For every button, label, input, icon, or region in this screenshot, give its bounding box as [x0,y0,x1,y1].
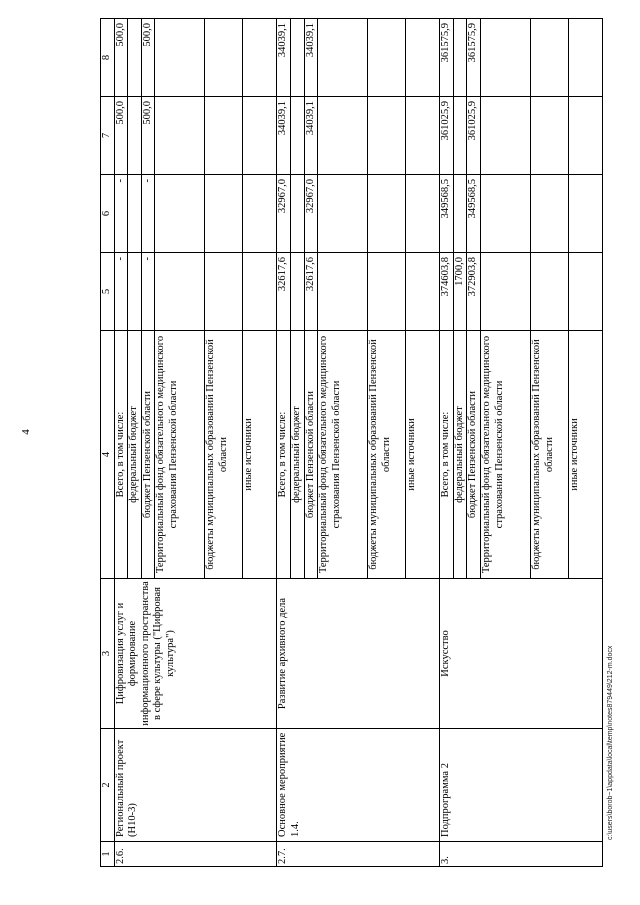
amount-cell [205,19,243,97]
amount-cell [453,19,467,97]
page-number: 4 [20,429,32,435]
amount-cell [290,19,304,97]
row-description-cell: Развитие архивного дела [277,579,440,729]
amount-cell: - [141,253,155,331]
funding-source-cell: Территориальный фонд обязательного медицинского страхования Пензенской области [318,331,368,579]
header-cell: 5 [101,253,115,331]
row-number-cell: 2.7. [277,842,440,867]
header-row [101,19,115,867]
amount-cell [480,97,530,175]
amount-cell [290,253,304,331]
amount-cell [530,97,568,175]
amount-cell [453,175,467,253]
amount-cell: 32617,6 [304,253,318,331]
funding-source-cell: федеральный бюджет [453,331,467,579]
amount-cell [155,253,205,331]
funding-source-cell: иные источники [243,331,277,579]
funding-source-cell: бюджеты муниципальных образований Пензенской области [530,331,568,579]
amount-cell: 34039,1 [304,97,318,175]
table-row [277,19,291,867]
amount-cell [128,175,142,253]
amount-cell: 372903,8 [467,253,481,331]
rotated-page [100,19,580,867]
table-row [440,19,454,867]
header-cell: 2 [101,729,115,842]
amount-cell: - [114,253,128,331]
row-description-cell: Цифровизация услуг и формирование информационного пространства в сфере культуры ("Цифровая культура") [114,579,277,729]
budget-table [100,18,603,867]
funding-source-cell: федеральный бюджет [128,331,142,579]
amount-cell [568,97,602,175]
amount-cell: 34039,1 [277,19,291,97]
amount-cell [406,253,440,331]
amount-cell [155,175,205,253]
amount-cell [368,19,406,97]
header-cell: 7 [101,97,115,175]
amount-cell [453,97,467,175]
amount-cell [368,253,406,331]
amount-cell: 34039,1 [277,97,291,175]
funding-source-cell: Всего, в том числе: [440,331,454,579]
amount-cell [530,253,568,331]
funding-source-cell: бюджет Пензенской области [141,331,155,579]
amount-cell: - [114,175,128,253]
amount-cell: 361025,9 [440,97,454,175]
funding-source-cell: Территориальный фонд обязательного медицинского страхования Пензенской области [480,331,530,579]
funding-source-cell: бюджет Пензенской области [304,331,318,579]
row-name-cell: Региональный проект (Н10-3) [114,729,277,842]
funding-source-cell: бюджеты муниципальных образований Пензенской области [205,331,243,579]
amount-cell [568,253,602,331]
amount-cell: 500,0 [114,19,128,97]
row-name-cell: Основное мероприятие 1.4. [277,729,440,842]
amount-cell [530,175,568,253]
header-cell: 4 [101,331,115,579]
amount-cell [243,253,277,331]
amount-cell: 34039,1 [304,19,318,97]
amount-cell [290,175,304,253]
funding-source-cell: Всего, в том числе: [277,331,291,579]
header-cell: 1 [101,842,115,867]
amount-cell: 500,0 [141,19,155,97]
amount-cell [243,19,277,97]
funding-source-cell: иные источники [406,331,440,579]
amount-cell [568,175,602,253]
amount-cell: 374603,8 [440,253,454,331]
amount-cell [205,253,243,331]
amount-cell: 349568,5 [467,175,481,253]
amount-cell: 500,0 [114,97,128,175]
funding-source-cell: иные источники [568,331,602,579]
amount-cell [368,97,406,175]
row-number-cell: 3. [440,842,603,867]
row-description-cell: Искусство [440,579,603,729]
amount-cell [243,97,277,175]
amount-cell [368,175,406,253]
amount-cell [128,97,142,175]
amount-cell: 361575,9 [440,19,454,97]
amount-cell [128,19,142,97]
amount-cell [568,19,602,97]
amount-cell [205,97,243,175]
amount-cell: 361575,9 [467,19,481,97]
table-row [114,19,128,867]
table-body [101,19,603,867]
header-cell: 8 [101,19,115,97]
amount-cell: 32617,6 [277,253,291,331]
amount-cell [406,97,440,175]
funding-source-cell: Всего, в том числе: [114,331,128,579]
amount-cell [480,19,530,97]
amount-cell: 500,0 [141,97,155,175]
funding-source-cell: федеральный бюджет [290,331,304,579]
amount-cell: 361025,9 [467,97,481,175]
amount-cell [128,253,142,331]
footer-file-path: c:\users\borob~1\appdata\local\temp\notes879449\212-m.docx [607,645,614,840]
amount-cell [290,97,304,175]
amount-cell [205,175,243,253]
header-cell: 6 [101,175,115,253]
row-number-cell: 2.6. [114,842,277,867]
amount-cell: 349568,5 [440,175,454,253]
amount-cell [480,175,530,253]
amount-cell [318,97,368,175]
amount-cell [480,253,530,331]
amount-cell [318,19,368,97]
funding-source-cell: бюджеты муниципальных образований Пензенской области [368,331,406,579]
funding-source-cell: Территориальный фонд обязательного медицинского страхования Пензенской области [155,331,205,579]
amount-cell [530,19,568,97]
amount-cell [243,175,277,253]
amount-cell [155,97,205,175]
header-cell: 3 [101,579,115,729]
funding-source-cell: бюджет Пензенской области [467,331,481,579]
row-name-cell: Подпрограмма 2 [440,729,603,842]
amount-cell [318,175,368,253]
amount-cell [406,19,440,97]
amount-cell [155,19,205,97]
amount-cell: 1700,0 [453,253,467,331]
amount-cell: - [141,175,155,253]
amount-cell: 32967,0 [304,175,318,253]
amount-cell: 32967,0 [277,175,291,253]
amount-cell [318,253,368,331]
amount-cell [406,175,440,253]
